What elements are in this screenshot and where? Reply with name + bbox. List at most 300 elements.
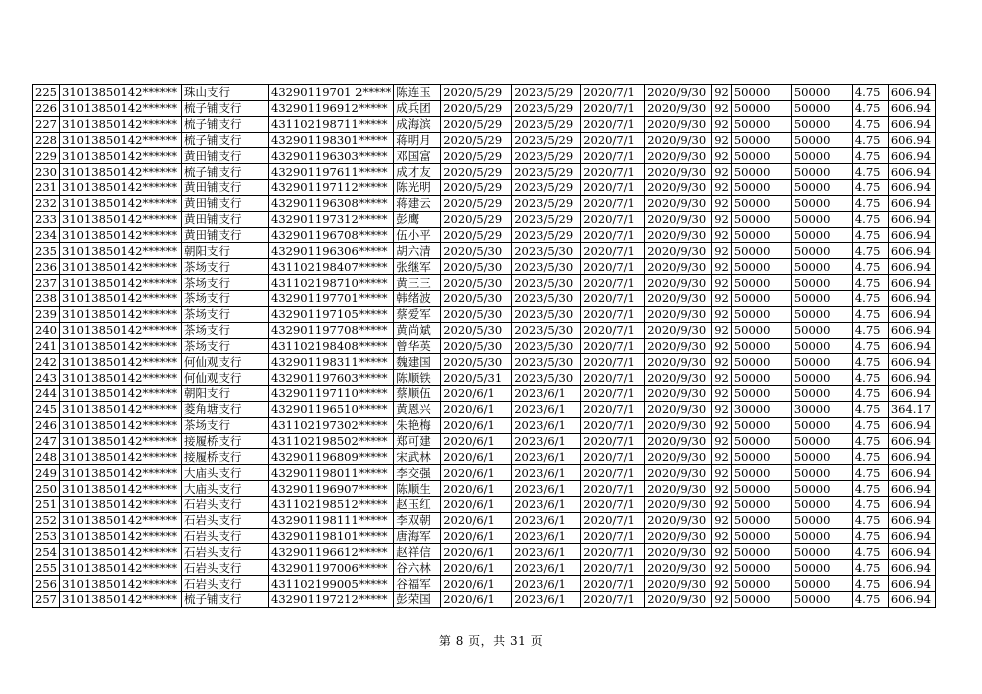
cell-loan-amount: 50000 — [731, 85, 791, 101]
cell-customer-name: 陈连玉 — [394, 85, 441, 101]
cell-principal: 50000 — [791, 560, 852, 576]
cell-account-number: 31013850142****** — [60, 180, 182, 196]
cell-branch-name: 珠山支行 — [182, 85, 269, 101]
cell-rate: 4.75 — [852, 211, 888, 227]
cell-period-start: 2020/7/1 — [581, 481, 645, 497]
cell-days: 92 — [712, 306, 732, 322]
cell-customer-name: 陈顺生 — [394, 481, 441, 497]
cell-days: 92 — [712, 417, 732, 433]
table-row — [33, 449, 936, 465]
cell-interest: 606.94 — [888, 290, 935, 306]
cell-interest: 606.94 — [888, 100, 935, 116]
cell-days: 92 — [712, 338, 732, 354]
cell-row-index: 244 — [33, 386, 60, 402]
cell-rate: 4.75 — [852, 576, 888, 592]
cell-rate: 4.75 — [852, 306, 888, 322]
cell-interest: 606.94 — [888, 164, 935, 180]
cell-days: 92 — [712, 100, 732, 116]
table-row — [33, 576, 936, 592]
cell-row-index: 245 — [33, 401, 60, 417]
cell-loan-amount: 50000 — [731, 433, 791, 449]
cell-principal: 50000 — [791, 544, 852, 560]
cell-row-index: 248 — [33, 449, 60, 465]
cell-account-number: 31013850142****** — [60, 132, 182, 148]
loan-table — [32, 84, 936, 608]
cell-branch-name: 接履桥支行 — [182, 433, 269, 449]
table-row — [33, 370, 936, 386]
table-row — [33, 195, 936, 211]
cell-interest: 606.94 — [888, 195, 935, 211]
cell-rate: 4.75 — [852, 116, 888, 132]
table-row — [33, 290, 936, 306]
cell-period-end: 2020/9/30 — [645, 180, 712, 196]
cell-account-number: 31013850142****** — [60, 243, 182, 259]
cell-id-number: 432901196912***** — [269, 100, 394, 116]
cell-loan-amount: 50000 — [731, 180, 791, 196]
cell-principal: 50000 — [791, 180, 852, 196]
cell-days: 92 — [712, 401, 732, 417]
cell-interest: 364.17 — [888, 401, 935, 417]
cell-branch-name: 石岩头支行 — [182, 544, 269, 560]
cell-account-number: 31013850142****** — [60, 275, 182, 291]
cell-id-number: 431102198711***** — [269, 116, 394, 132]
cell-loan-amount: 50000 — [731, 512, 791, 528]
cell-customer-name: 成才友 — [394, 164, 441, 180]
cell-loan-end-date: 2023/5/29 — [512, 180, 581, 196]
cell-branch-name: 何仙观支行 — [182, 370, 269, 386]
cell-customer-name: 郑可建 — [394, 433, 441, 449]
cell-account-number: 31013850142****** — [60, 227, 182, 243]
cell-branch-name: 梳子铺支行 — [182, 132, 269, 148]
cell-days: 92 — [712, 544, 732, 560]
table-row — [33, 592, 936, 608]
cell-period-start: 2020/7/1 — [581, 195, 645, 211]
cell-row-index: 229 — [33, 148, 60, 164]
cell-days: 92 — [712, 576, 732, 592]
cell-period-start: 2020/7/1 — [581, 306, 645, 322]
cell-principal: 50000 — [791, 290, 852, 306]
cell-customer-name: 曾华英 — [394, 338, 441, 354]
table-row — [33, 275, 936, 291]
cell-branch-name: 黄田铺支行 — [182, 148, 269, 164]
cell-principal: 50000 — [791, 528, 852, 544]
cell-days: 92 — [712, 528, 732, 544]
cell-rate: 4.75 — [852, 100, 888, 116]
cell-loan-amount: 50000 — [731, 322, 791, 338]
cell-loan-amount: 50000 — [731, 576, 791, 592]
cell-days: 92 — [712, 322, 732, 338]
cell-customer-name: 黄尚斌 — [394, 322, 441, 338]
cell-rate: 4.75 — [852, 592, 888, 608]
cell-period-end: 2020/9/30 — [645, 576, 712, 592]
cell-id-number: 431102198407***** — [269, 259, 394, 275]
cell-id-number: 431102198512***** — [269, 496, 394, 512]
cell-period-end: 2020/9/30 — [645, 243, 712, 259]
cell-period-end: 2020/9/30 — [645, 85, 712, 101]
cell-account-number: 31013850142****** — [60, 116, 182, 132]
cell-id-number: 432901198111***** — [269, 512, 394, 528]
cell-loan-end-date: 2023/5/29 — [512, 132, 581, 148]
cell-id-number: 432901198311***** — [269, 354, 394, 370]
cell-customer-name: 蔡爱军 — [394, 306, 441, 322]
cell-days: 92 — [712, 592, 732, 608]
cell-period-start: 2020/7/1 — [581, 338, 645, 354]
cell-principal: 50000 — [791, 259, 852, 275]
cell-loan-end-date: 2023/6/1 — [512, 401, 581, 417]
cell-id-number: 431102197302***** — [269, 417, 394, 433]
table-row — [33, 401, 936, 417]
cell-principal: 50000 — [791, 512, 852, 528]
cell-period-end: 2020/9/30 — [645, 512, 712, 528]
cell-loan-end-date: 2023/5/30 — [512, 338, 581, 354]
cell-row-index: 252 — [33, 512, 60, 528]
cell-period-end: 2020/9/30 — [645, 386, 712, 402]
cell-id-number: 431102198710***** — [269, 275, 394, 291]
cell-period-end: 2020/9/30 — [645, 528, 712, 544]
cell-rate: 4.75 — [852, 259, 888, 275]
cell-interest: 606.94 — [888, 211, 935, 227]
cell-loan-start-date: 2020/6/1 — [441, 386, 512, 402]
cell-branch-name: 梳子铺支行 — [182, 100, 269, 116]
cell-row-index: 239 — [33, 306, 60, 322]
cell-interest: 606.94 — [888, 496, 935, 512]
cell-period-end: 2020/9/30 — [645, 164, 712, 180]
cell-period-end: 2020/9/30 — [645, 496, 712, 512]
cell-loan-amount: 50000 — [731, 528, 791, 544]
cell-period-end: 2020/9/30 — [645, 481, 712, 497]
cell-period-end: 2020/9/30 — [645, 433, 712, 449]
cell-account-number: 31013850142****** — [60, 164, 182, 180]
cell-interest: 606.94 — [888, 512, 935, 528]
cell-id-number: 432901198011***** — [269, 465, 394, 481]
cell-rate: 4.75 — [852, 227, 888, 243]
cell-branch-name: 梳子铺支行 — [182, 592, 269, 608]
cell-row-index: 228 — [33, 132, 60, 148]
cell-period-end: 2020/9/30 — [645, 417, 712, 433]
cell-rate: 4.75 — [852, 290, 888, 306]
table-row — [33, 417, 936, 433]
cell-row-index: 226 — [33, 100, 60, 116]
cell-loan-amount: 50000 — [731, 496, 791, 512]
cell-period-start: 2020/7/1 — [581, 576, 645, 592]
cell-period-end: 2020/9/30 — [645, 306, 712, 322]
cell-customer-name: 伍小平 — [394, 227, 441, 243]
cell-loan-amount: 50000 — [731, 354, 791, 370]
cell-id-number: 432901197312***** — [269, 211, 394, 227]
cell-period-start: 2020/7/1 — [581, 180, 645, 196]
cell-loan-start-date: 2020/5/30 — [441, 243, 512, 259]
cell-principal: 50000 — [791, 576, 852, 592]
cell-account-number: 31013850142****** — [60, 100, 182, 116]
cell-account-number: 31013850142****** — [60, 259, 182, 275]
cell-customer-name: 成海滨 — [394, 116, 441, 132]
cell-days: 92 — [712, 449, 732, 465]
cell-branch-name: 茶场支行 — [182, 275, 269, 291]
cell-rate: 4.75 — [852, 275, 888, 291]
cell-customer-name: 陈顺铁 — [394, 370, 441, 386]
cell-period-end: 2020/9/30 — [645, 370, 712, 386]
cell-loan-end-date: 2023/5/30 — [512, 306, 581, 322]
cell-period-start: 2020/7/1 — [581, 512, 645, 528]
cell-row-index: 242 — [33, 354, 60, 370]
cell-period-start: 2020/7/1 — [581, 417, 645, 433]
cell-interest: 606.94 — [888, 322, 935, 338]
cell-days: 92 — [712, 211, 732, 227]
cell-rate: 4.75 — [852, 512, 888, 528]
cell-loan-start-date: 2020/5/29 — [441, 132, 512, 148]
cell-principal: 50000 — [791, 132, 852, 148]
cell-principal: 50000 — [791, 417, 852, 433]
table-row — [33, 465, 936, 481]
cell-loan-amount: 30000 — [731, 401, 791, 417]
cell-id-number: 432901197708***** — [269, 322, 394, 338]
cell-loan-start-date: 2020/6/1 — [441, 528, 512, 544]
cell-interest: 606.94 — [888, 417, 935, 433]
cell-days: 92 — [712, 433, 732, 449]
cell-loan-start-date: 2020/5/30 — [441, 290, 512, 306]
cell-loan-end-date: 2023/5/29 — [512, 148, 581, 164]
cell-period-end: 2020/9/30 — [645, 354, 712, 370]
cell-account-number: 31013850142****** — [60, 496, 182, 512]
cell-customer-name: 胡六清 — [394, 243, 441, 259]
cell-loan-amount: 50000 — [731, 417, 791, 433]
cell-account-number: 31013850142****** — [60, 386, 182, 402]
cell-customer-name: 宋武林 — [394, 449, 441, 465]
table-row — [33, 354, 936, 370]
cell-interest: 606.94 — [888, 544, 935, 560]
cell-branch-name: 朝阳支行 — [182, 243, 269, 259]
cell-principal: 50000 — [791, 433, 852, 449]
cell-loan-start-date: 2020/6/1 — [441, 417, 512, 433]
cell-principal: 50000 — [791, 592, 852, 608]
cell-principal: 50000 — [791, 211, 852, 227]
cell-rate: 4.75 — [852, 560, 888, 576]
cell-rate: 4.75 — [852, 370, 888, 386]
cell-id-number: 432901198101***** — [269, 528, 394, 544]
table-row — [33, 227, 936, 243]
cell-period-start: 2020/7/1 — [581, 85, 645, 101]
cell-loan-amount: 50000 — [731, 592, 791, 608]
cell-interest: 606.94 — [888, 275, 935, 291]
table-row — [33, 100, 936, 116]
cell-id-number: 432901197112***** — [269, 180, 394, 196]
cell-row-index: 236 — [33, 259, 60, 275]
cell-period-end: 2020/9/30 — [645, 401, 712, 417]
cell-customer-name: 韩绪波 — [394, 290, 441, 306]
cell-interest: 606.94 — [888, 370, 935, 386]
cell-branch-name: 大庙头支行 — [182, 465, 269, 481]
cell-loan-start-date: 2020/5/29 — [441, 85, 512, 101]
cell-period-end: 2020/9/30 — [645, 132, 712, 148]
cell-principal: 50000 — [791, 338, 852, 354]
cell-loan-start-date: 2020/6/1 — [441, 449, 512, 465]
table-row — [33, 528, 936, 544]
cell-loan-end-date: 2023/6/1 — [512, 528, 581, 544]
cell-loan-amount: 50000 — [731, 386, 791, 402]
cell-row-index: 231 — [33, 180, 60, 196]
cell-row-index: 233 — [33, 211, 60, 227]
cell-customer-name: 唐海军 — [394, 528, 441, 544]
cell-loan-amount: 50000 — [731, 306, 791, 322]
cell-customer-name: 黄三三 — [394, 275, 441, 291]
cell-rate: 4.75 — [852, 354, 888, 370]
cell-days: 92 — [712, 370, 732, 386]
cell-rate: 4.75 — [852, 401, 888, 417]
cell-loan-amount: 50000 — [731, 338, 791, 354]
cell-period-start: 2020/7/1 — [581, 544, 645, 560]
cell-period-start: 2020/7/1 — [581, 560, 645, 576]
cell-loan-end-date: 2023/5/29 — [512, 227, 581, 243]
cell-period-start: 2020/7/1 — [581, 100, 645, 116]
cell-period-end: 2020/9/30 — [645, 148, 712, 164]
cell-account-number: 31013850142****** — [60, 576, 182, 592]
cell-customer-name: 成兵团 — [394, 100, 441, 116]
cell-loan-start-date: 2020/6/1 — [441, 592, 512, 608]
table-row — [33, 544, 936, 560]
cell-interest: 606.94 — [888, 465, 935, 481]
cell-loan-end-date: 2023/6/1 — [512, 544, 581, 560]
cell-period-start: 2020/7/1 — [581, 132, 645, 148]
cell-id-number: 43290119701 2***** — [269, 85, 394, 101]
table-row — [33, 116, 936, 132]
cell-id-number: 431102198408***** — [269, 338, 394, 354]
cell-branch-name: 黄田铺支行 — [182, 180, 269, 196]
cell-customer-name: 谷福军 — [394, 576, 441, 592]
cell-customer-name: 黄恩兴 — [394, 401, 441, 417]
cell-days: 92 — [712, 465, 732, 481]
cell-loan-amount: 50000 — [731, 370, 791, 386]
cell-loan-end-date: 2023/6/1 — [512, 560, 581, 576]
cell-row-index: 230 — [33, 164, 60, 180]
cell-days: 92 — [712, 85, 732, 101]
cell-period-end: 2020/9/30 — [645, 290, 712, 306]
cell-id-number: 432901196809***** — [269, 449, 394, 465]
cell-rate: 4.75 — [852, 528, 888, 544]
table-row — [33, 433, 936, 449]
cell-interest: 606.94 — [888, 243, 935, 259]
cell-principal: 50000 — [791, 370, 852, 386]
cell-period-start: 2020/7/1 — [581, 592, 645, 608]
cell-loan-start-date: 2020/6/1 — [441, 433, 512, 449]
cell-loan-start-date: 2020/6/1 — [441, 560, 512, 576]
cell-account-number: 31013850142****** — [60, 211, 182, 227]
cell-interest: 606.94 — [888, 116, 935, 132]
cell-branch-name: 菱角塘支行 — [182, 401, 269, 417]
cell-branch-name: 黄田铺支行 — [182, 211, 269, 227]
cell-account-number: 31013850142****** — [60, 433, 182, 449]
table-body — [33, 85, 936, 608]
cell-row-index: 235 — [33, 243, 60, 259]
cell-loan-start-date: 2020/5/30 — [441, 275, 512, 291]
cell-loan-amount: 50000 — [731, 259, 791, 275]
cell-loan-end-date: 2023/6/1 — [512, 386, 581, 402]
cell-rate: 4.75 — [852, 322, 888, 338]
cell-customer-name: 朱艳梅 — [394, 417, 441, 433]
cell-account-number: 31013850142****** — [60, 290, 182, 306]
cell-interest: 606.94 — [888, 85, 935, 101]
cell-account-number: 31013850142****** — [60, 449, 182, 465]
table-row — [33, 496, 936, 512]
cell-branch-name: 接履桥支行 — [182, 449, 269, 465]
cell-loan-start-date: 2020/5/29 — [441, 211, 512, 227]
cell-account-number: 31013850142****** — [60, 481, 182, 497]
cell-loan-start-date: 2020/5/29 — [441, 227, 512, 243]
cell-customer-name: 李交强 — [394, 465, 441, 481]
cell-customer-name: 赵玉红 — [394, 496, 441, 512]
cell-loan-end-date: 2023/6/1 — [512, 465, 581, 481]
cell-row-index: 243 — [33, 370, 60, 386]
cell-row-index: 255 — [33, 560, 60, 576]
cell-id-number: 432901197701***** — [269, 290, 394, 306]
cell-row-index: 254 — [33, 544, 60, 560]
cell-interest: 606.94 — [888, 132, 935, 148]
cell-branch-name: 石岩头支行 — [182, 496, 269, 512]
cell-period-end: 2020/9/30 — [645, 560, 712, 576]
cell-rate: 4.75 — [852, 449, 888, 465]
cell-days: 92 — [712, 164, 732, 180]
cell-days: 92 — [712, 227, 732, 243]
cell-period-start: 2020/7/1 — [581, 227, 645, 243]
table-row — [33, 322, 936, 338]
cell-customer-name: 蒋建云 — [394, 195, 441, 211]
cell-principal: 50000 — [791, 465, 852, 481]
cell-loan-amount: 50000 — [731, 465, 791, 481]
cell-loan-amount: 50000 — [731, 211, 791, 227]
cell-loan-end-date: 2023/5/30 — [512, 259, 581, 275]
cell-branch-name: 石岩头支行 — [182, 528, 269, 544]
cell-loan-end-date: 2023/6/1 — [512, 449, 581, 465]
cell-loan-start-date: 2020/6/1 — [441, 544, 512, 560]
cell-customer-name: 蒋明月 — [394, 132, 441, 148]
cell-principal: 30000 — [791, 401, 852, 417]
cell-customer-name: 魏建国 — [394, 354, 441, 370]
cell-row-index: 237 — [33, 275, 60, 291]
cell-row-index: 251 — [33, 496, 60, 512]
cell-interest: 606.94 — [888, 180, 935, 196]
cell-branch-name: 茶场支行 — [182, 290, 269, 306]
cell-loan-amount: 50000 — [731, 100, 791, 116]
cell-row-index: 253 — [33, 528, 60, 544]
cell-account-number: 31013850142****** — [60, 528, 182, 544]
cell-loan-amount: 50000 — [731, 132, 791, 148]
cell-customer-name: 李双朝 — [394, 512, 441, 528]
cell-id-number: 432901197110***** — [269, 386, 394, 402]
cell-row-index: 234 — [33, 227, 60, 243]
cell-period-start: 2020/7/1 — [581, 528, 645, 544]
cell-loan-end-date: 2023/5/29 — [512, 85, 581, 101]
cell-row-index: 232 — [33, 195, 60, 211]
cell-principal: 50000 — [791, 243, 852, 259]
cell-row-index: 257 — [33, 592, 60, 608]
cell-loan-amount: 50000 — [731, 164, 791, 180]
cell-loan-start-date: 2020/5/30 — [441, 338, 512, 354]
cell-days: 92 — [712, 243, 732, 259]
cell-loan-start-date: 2020/6/1 — [441, 496, 512, 512]
cell-loan-start-date: 2020/6/1 — [441, 401, 512, 417]
cell-period-end: 2020/9/30 — [645, 465, 712, 481]
cell-period-end: 2020/9/30 — [645, 449, 712, 465]
cell-customer-name: 蔡顺伍 — [394, 386, 441, 402]
cell-interest: 606.94 — [888, 259, 935, 275]
cell-branch-name: 大庙头支行 — [182, 481, 269, 497]
cell-loan-end-date: 2023/5/30 — [512, 370, 581, 386]
cell-days: 92 — [712, 132, 732, 148]
cell-row-index: 247 — [33, 433, 60, 449]
cell-branch-name: 梳子铺支行 — [182, 164, 269, 180]
cell-rate: 4.75 — [852, 243, 888, 259]
cell-loan-end-date: 2023/6/1 — [512, 417, 581, 433]
cell-loan-end-date: 2023/5/29 — [512, 100, 581, 116]
